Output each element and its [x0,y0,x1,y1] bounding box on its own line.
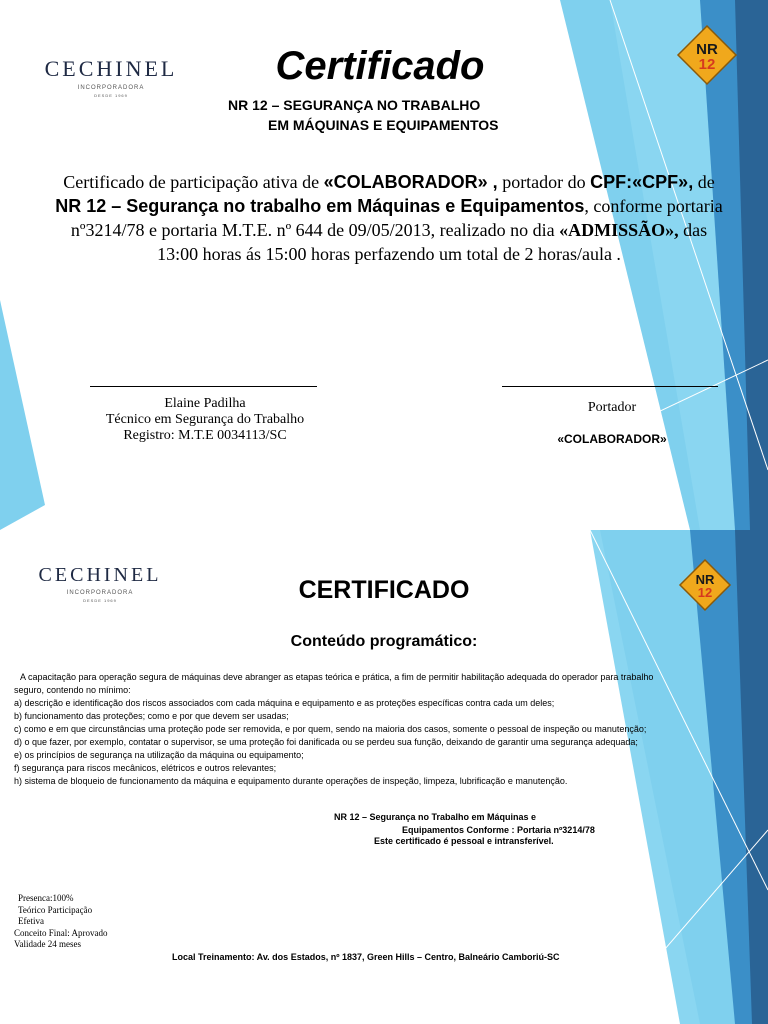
certificate-body [10,170,768,266]
admissao-field: «ADMISSÃO», [559,220,679,240]
program-content [14,671,754,788]
presenca-text: Presenca:100% [18,893,74,903]
nr12-badge-icon [676,24,738,86]
body-text: 13:00 horas ás 15:00 horas perfazendo um total de 2 horas/aula . [157,244,621,264]
list-item: b) funcionamento das proteções; como e por que devem ser usadas; [14,711,289,721]
nr12-badge-icon [678,558,732,612]
body-text: nº3214/78 e portaria M.T.E. nº 644 de 09/05/2013, realizado no dia [70,220,560,240]
body-text: , conforme portaria [584,196,723,216]
cechinel-logo: CECHINEL INCORPORADORA DESDE 1969 [44,56,178,98]
badge-line1: NR [696,41,718,58]
conceito-text: Conceito Final: Aprovado [14,927,108,938]
badge-line2: 12 [697,585,713,600]
colaborador-field: «COLABORADOR» , [323,172,498,192]
portador-label: Portador [587,400,637,415]
validade-text: Validade 24 meses [14,939,81,949]
portador-value: «COLABORADOR» [557,432,667,446]
teorico-text: Teórico Participação [18,904,93,915]
local-treinamento: Local Treinamento: Av. dos Estados, nº 1837, Green Hills – Centro, Balneário Camboriú-SC [172,952,560,962]
list-item: d) o que fazer, por exemplo, contatar o supervisor, se uma proteção foi danificada ou se perdeu sua função, deixando de garantir uma segurança adequada; [14,737,638,747]
body-text: portador do [497,172,591,192]
nr-line3: Este certificado é pessoal e intransferível. [374,836,554,846]
list-item: c) como e em que circunstâncias uma proteção pode ser removida, e por quem, sendo na maioria dos casos, somente o pessoal de inspeção ou manutenção; [14,724,647,734]
page-title: CERTIFICADO [298,576,470,604]
program-intro: A capacitação para operação segura de máquinas deve abranger as etapas teórica e prática, a fim de permitir habilitação adequada do operador para trabalho [20,672,654,682]
nr-line2: Equipamentos Conforme : Portaria nº3214/78 [402,825,595,835]
signer-role: Técnico em Segurança do Trabalho [105,412,305,427]
list-item: e) os princípios de segurança na utilização da máquina ou equipamento; [14,750,304,760]
subtitle-line2: EM MÁQUINAS E EQUIPAMENTOS [268,117,499,133]
body-text: Certificado de participação ativa de [63,172,324,192]
program-subtitle: Conteúdo programático: [290,633,478,650]
signature-line [90,386,317,387]
page-title: Certificado [275,44,485,88]
nr-line1: NR 12 – Segurança no Trabalho em Máquinas e [334,812,537,822]
list-item: f) segurança para riscos mecânicos, elétricos e outros relevantes; [14,763,277,773]
subtitle-line1: NR 12 – SEGURANÇA NO TRABALHO [228,97,481,113]
certificate-back [0,530,768,1024]
nr-course-name: NR 12 – Segurança no trabalho em Máquinas e Equipamentos [55,196,585,216]
program-intro: seguro, contendo no mínimo: [14,685,131,695]
list-item: h) sistema de bloqueio de funcionamento da máquina e equipamento durante operações de inspeção, limpeza, lubrificação e manutenção. [14,776,568,786]
list-item: a) descrição e identificação dos riscos associados com cada máquina e equipamento e as proteções específicas contra cada um deles; [14,698,555,708]
cpf-field: CPF:«CPF», [590,172,694,192]
body-text: das [678,220,708,240]
status-block [14,893,108,951]
signer-registro: Registro: M.T.E 0034113/SC [123,428,287,443]
badge-line2: 12 [698,56,716,73]
cechinel-logo: CECHINEL INCORPORADORA DESDE 1969 [38,564,162,603]
efetiva-text: Efetiva [18,916,44,926]
signer-name: Elaine Padilha [164,396,246,411]
badge-line1: NR [695,572,715,587]
body-text: de [693,172,715,192]
signer-block [60,396,350,444]
signature-line-portador [502,386,718,387]
